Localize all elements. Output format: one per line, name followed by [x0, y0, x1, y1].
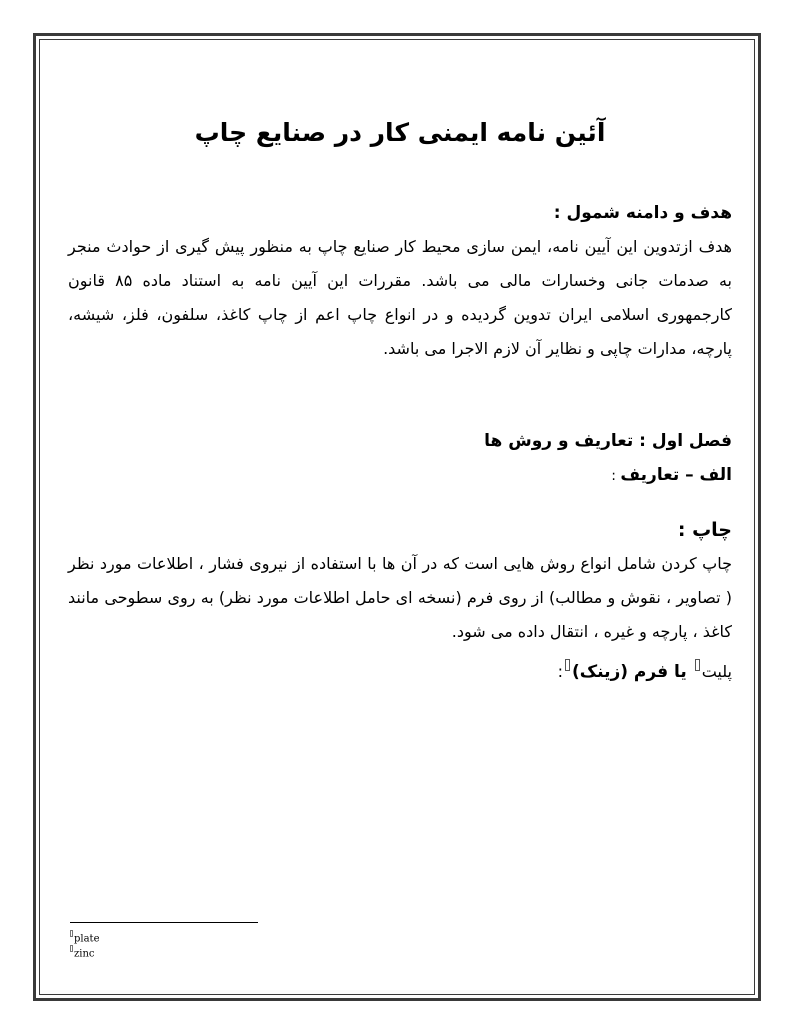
footnote-text: zinc	[74, 948, 95, 960]
footnote-ref-mark	[70, 945, 73, 952]
print-term-heading: چاپ :	[677, 519, 732, 541]
footnote-marker-2	[565, 659, 570, 671]
spacer	[68, 366, 732, 424]
document-body	[68, 196, 732, 689]
footnote-item	[70, 945, 100, 960]
definitions-colon: :	[611, 468, 621, 484]
goal-paragraph: هدف ازتدوین این آیین نامه، ایمن سازی محیط کار صنایع چاپ به منظور پیش گیری از حوادث منجر به صدمات جانی وخسارات مالی می باشد. مقررات این آیین نامه به استناد ماده ۸۵ قانون کارجمهوری اسلامی ایران تدوین گردیده و در انواع چاپ اعم از چاپ کاغذ، سلفون، فلز، شیشه، پارچه، مدارات چاپی و نظایر آن لازم الاجرا می باشد.	[68, 237, 733, 358]
chapter-one-heading: فصل اول : تعاریف و روش ها	[484, 431, 732, 451]
definitions-label: الف – تعاریف	[620, 465, 732, 485]
spacer	[68, 493, 732, 513]
footnote-text: plate	[74, 933, 100, 945]
definitions-subheading	[68, 458, 732, 493]
plate-word: پلیت	[701, 662, 732, 681]
footnote-item	[70, 930, 100, 945]
document-title: آئین نامه ایمنی کار در صنایع چاپ	[194, 118, 606, 147]
footnote-ref-mark	[70, 930, 73, 937]
goal-heading: هدف و دامنه شمول :	[553, 203, 732, 223]
footnote-separator	[70, 922, 258, 923]
footnotes	[70, 930, 100, 961]
plate-term-heading	[68, 655, 732, 689]
plate-colon: :	[557, 662, 563, 681]
print-term-definition: چاپ کردن شامل انواع روش هایی است که در آن ها با استفاده از نیروی فشار ، اطلاعات مورد نظر ( تصاویر ، نقوش و مطالب) از روی فرم (نسخه ای حامل اطلاعات مورد نظر) به روی سطوحی مانند کاغذ ، پارچه و غیره ، انتقال داده می شود.	[68, 554, 732, 641]
footnote-marker-1	[695, 659, 700, 671]
plate-bold-part: یا فرم (زینک)	[571, 662, 693, 682]
